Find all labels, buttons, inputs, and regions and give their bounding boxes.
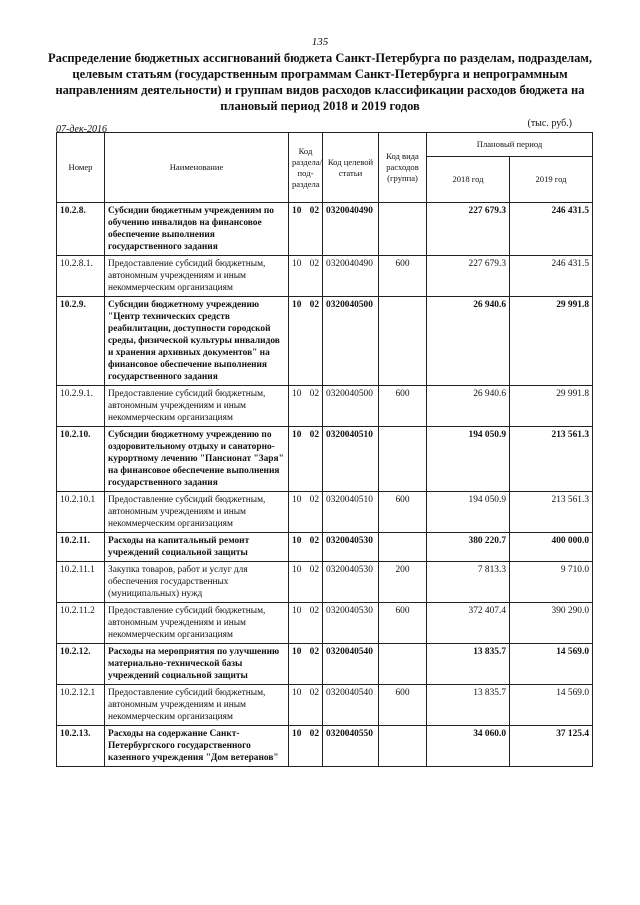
cell-name: Субсидии бюджетному учреждению по оздоровительному отдыху и санаторно-курортному лечению "Пансионат "Заря" на финансовое обеспечение выполнения государственного задания <box>105 427 289 492</box>
cell-razdel: 10 <box>292 430 302 440</box>
cell-cs: 0320040510 <box>323 427 379 492</box>
cell-cs: 0320040490 <box>323 256 379 297</box>
cell-2018: 227 679.3 <box>427 256 510 297</box>
cell-num: 10.2.8. <box>57 203 105 256</box>
cell-cs: 0320040550 <box>323 726 379 767</box>
cell-vr <box>379 297 427 386</box>
cell-vr: 600 <box>379 603 427 644</box>
table-row <box>57 427 593 492</box>
table-row <box>57 386 593 427</box>
cell-razdel: 10 <box>292 729 302 739</box>
cell-razdel: 10 <box>292 206 302 216</box>
cell-2018: 380 220.7 <box>427 533 510 562</box>
cell-razd <box>289 603 323 644</box>
cell-podrazdel: 02 <box>309 430 319 440</box>
cell-num: 10.2.10. <box>57 427 105 492</box>
cell-2018: 26 940.6 <box>427 297 510 386</box>
cell-vr: 600 <box>379 492 427 533</box>
cell-name: Предоставление субсидий бюджетным, автономным учреждениям и иным некоммерческим организациям <box>105 492 289 533</box>
cell-razd <box>289 685 323 726</box>
cell-podrazdel: 02 <box>309 259 319 269</box>
cell-num: 10.2.11.1 <box>57 562 105 603</box>
cell-2019: 213 561.3 <box>510 492 593 533</box>
cell-razd <box>289 427 323 492</box>
cell-razdel: 10 <box>292 389 302 399</box>
cell-razd <box>289 297 323 386</box>
cell-cs: 0320040490 <box>323 203 379 256</box>
cell-2019: 14 569.0 <box>510 685 593 726</box>
page-number: 135 <box>311 36 329 48</box>
cell-name: Субсидии бюджетным учреждениям по обучению инвалидов на финансовое обеспечение выполнения государственного задания <box>105 203 289 256</box>
cell-vr <box>379 726 427 767</box>
cell-razdel: 10 <box>292 647 302 657</box>
cell-cs: 0320040540 <box>323 685 379 726</box>
cell-name: Расходы на капитальный ремонт учреждений социальной защиты <box>105 533 289 562</box>
cell-podrazdel: 02 <box>309 206 319 216</box>
cell-name: Предоставление субсидий бюджетным, автономным учреждениям и иным некоммерческим организациям <box>105 603 289 644</box>
cell-name: Предоставление субсидий бюджетным, автономным учреждениям и иным некоммерческим организациям <box>105 386 289 427</box>
cell-podrazdel: 02 <box>309 647 319 657</box>
cell-2018: 26 940.6 <box>427 386 510 427</box>
table-row <box>57 533 593 562</box>
cell-2019: 37 125.4 <box>510 726 593 767</box>
table-row <box>57 256 593 297</box>
table-body <box>57 203 593 767</box>
header-num: Номер <box>57 133 105 203</box>
cell-2019: 29 991.8 <box>510 297 593 386</box>
cell-cs: 0320040530 <box>323 603 379 644</box>
cell-razd <box>289 644 323 685</box>
cell-num: 10.2.11.2 <box>57 603 105 644</box>
cell-2018: 372 407.4 <box>427 603 510 644</box>
cell-num: 10.2.10.1 <box>57 492 105 533</box>
table-row <box>57 492 593 533</box>
units-label: (тыс. руб.) <box>527 118 572 129</box>
cell-razdel: 10 <box>292 495 302 505</box>
cell-name: Субсидии бюджетному учреждению "Центр технических средств реабилитации, доступности городской среды, физической культуры инвалидов и хранения архивных документов" на финансовое обеспечение выполнения государственного задания <box>105 297 289 386</box>
table-row <box>57 685 593 726</box>
cell-2019: 246 431.5 <box>510 256 593 297</box>
table-row <box>57 297 593 386</box>
cell-cs: 0320040500 <box>323 386 379 427</box>
cell-podrazdel: 02 <box>309 536 319 546</box>
header-plan: Плановый период <box>427 133 593 157</box>
cell-razd <box>289 256 323 297</box>
cell-razdel: 10 <box>292 688 302 698</box>
header-2019: 2019 год <box>510 157 593 203</box>
document-title: Распределение бюджетных ассигнований бюджета Санкт-Петербурга по разделам, подразделам, целевым статьям (государственным программам Санкт-Петербурга и непрограммным направлениям деятельности) и группам видов расходов классификации расходов бюджета на плановый период 2018 и 2019 годов <box>47 51 593 113</box>
header-razd: Код раздела/ под- раздела <box>289 133 323 203</box>
cell-vr <box>379 644 427 685</box>
document-date: 07-дек-2016 <box>56 124 107 135</box>
cell-num: 10.2.12. <box>57 644 105 685</box>
cell-vr: 600 <box>379 685 427 726</box>
cell-2018: 13 835.7 <box>427 644 510 685</box>
cell-2018: 194 050.9 <box>427 492 510 533</box>
cell-podrazdel: 02 <box>309 389 319 399</box>
cell-vr: 600 <box>379 386 427 427</box>
table-row <box>57 562 593 603</box>
cell-cs: 0320040540 <box>323 644 379 685</box>
cell-razdel: 10 <box>292 536 302 546</box>
cell-razdel: 10 <box>292 565 302 575</box>
cell-razdel: 10 <box>292 259 302 269</box>
cell-num: 10.2.8.1. <box>57 256 105 297</box>
cell-num: 10.2.9.1. <box>57 386 105 427</box>
cell-cs: 0320040510 <box>323 492 379 533</box>
cell-num: 10.2.9. <box>57 297 105 386</box>
table-row <box>57 726 593 767</box>
cell-2019: 9 710.0 <box>510 562 593 603</box>
table-row <box>57 603 593 644</box>
cell-vr: 200 <box>379 562 427 603</box>
cell-razd <box>289 203 323 256</box>
cell-2019: 390 290.0 <box>510 603 593 644</box>
cell-vr: 600 <box>379 256 427 297</box>
cell-num: 10.2.12.1 <box>57 685 105 726</box>
cell-2019: 14 569.0 <box>510 644 593 685</box>
table-row <box>57 203 593 256</box>
cell-2018: 13 835.7 <box>427 685 510 726</box>
cell-2019: 213 561.3 <box>510 427 593 492</box>
cell-2019: 400 000.0 <box>510 533 593 562</box>
cell-name: Предоставление субсидий бюджетным, автономным учреждениям и иным некоммерческим организациям <box>105 256 289 297</box>
cell-2018: 194 050.9 <box>427 427 510 492</box>
cell-name: Предоставление субсидий бюджетным, автономным учреждениям и иным некоммерческим организациям <box>105 685 289 726</box>
cell-razd <box>289 726 323 767</box>
cell-razd <box>289 492 323 533</box>
cell-vr <box>379 533 427 562</box>
cell-podrazdel: 02 <box>309 565 319 575</box>
cell-podrazdel: 02 <box>309 729 319 739</box>
cell-podrazdel: 02 <box>309 495 319 505</box>
cell-2019: 29 991.8 <box>510 386 593 427</box>
header-2018: 2018 год <box>427 157 510 203</box>
cell-cs: 0320040530 <box>323 562 379 603</box>
cell-name: Расходы на содержание Санкт-Петербургского государственного казенного учреждения "Дом ветеранов" <box>105 726 289 767</box>
cell-2018: 34 060.0 <box>427 726 510 767</box>
header-name: Наименование <box>105 133 289 203</box>
cell-2019: 246 431.5 <box>510 203 593 256</box>
cell-name: Закупка товаров, работ и услуг для обеспечения государственных (муниципальных) нужд <box>105 562 289 603</box>
cell-podrazdel: 02 <box>309 688 319 698</box>
header-vr: Код вида расходов (группа) <box>379 133 427 203</box>
cell-num: 10.2.11. <box>57 533 105 562</box>
budget-table <box>56 132 593 767</box>
cell-cs: 0320040530 <box>323 533 379 562</box>
table-row <box>57 644 593 685</box>
cell-podrazdel: 02 <box>309 300 319 310</box>
cell-podrazdel: 02 <box>309 606 319 616</box>
cell-razdel: 10 <box>292 300 302 310</box>
cell-num: 10.2.13. <box>57 726 105 767</box>
cell-vr <box>379 427 427 492</box>
cell-2018: 227 679.3 <box>427 203 510 256</box>
cell-vr <box>379 203 427 256</box>
cell-2018: 7 813.3 <box>427 562 510 603</box>
cell-name: Расходы на мероприятия по улучшению материально-технической базы учреждений социальной защиты <box>105 644 289 685</box>
cell-cs: 0320040500 <box>323 297 379 386</box>
cell-razd <box>289 562 323 603</box>
header-cs: Код целевой статьи <box>323 133 379 203</box>
cell-razd <box>289 533 323 562</box>
cell-razdel: 10 <box>292 606 302 616</box>
cell-razd <box>289 386 323 427</box>
